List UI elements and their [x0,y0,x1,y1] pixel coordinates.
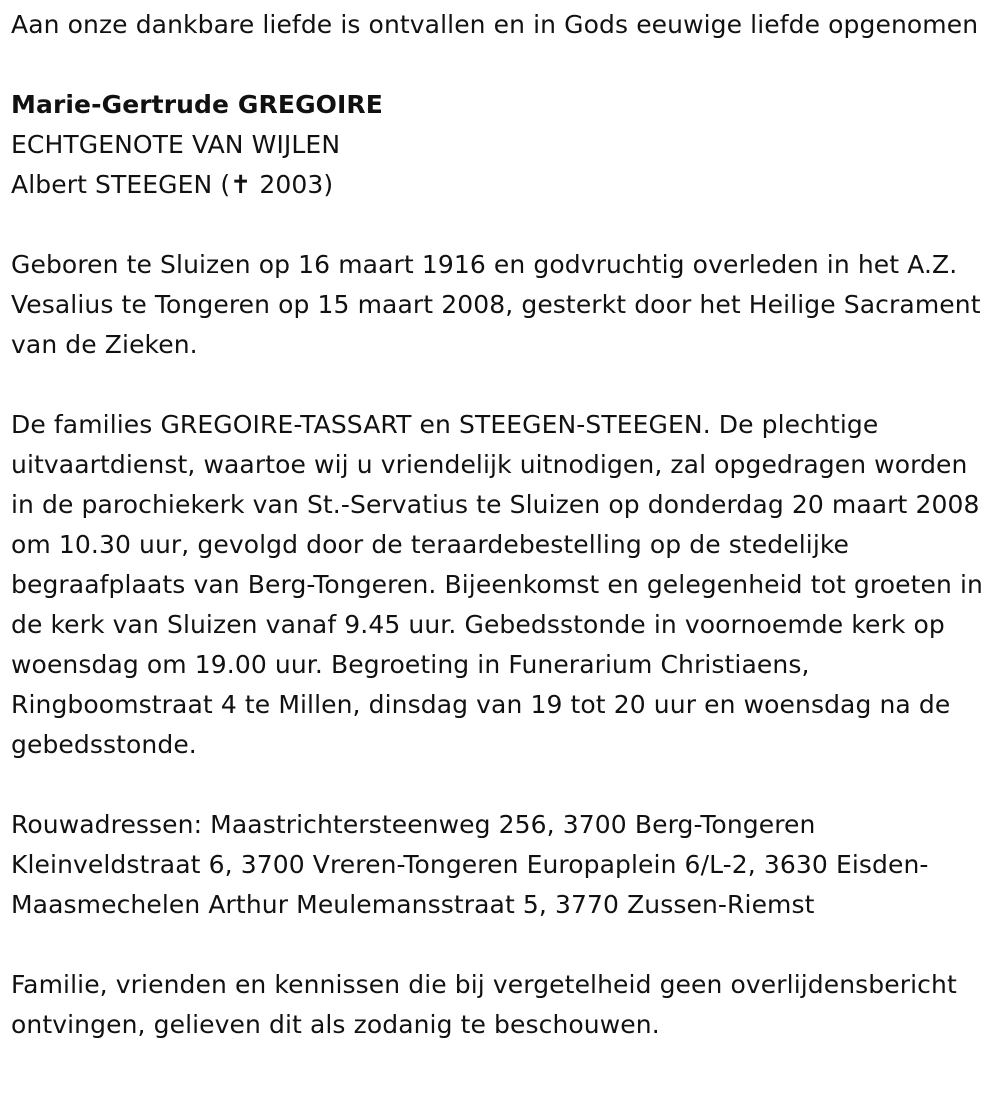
birth-death-paragraph: Geboren te Sluizen op 16 maart 1916 en godvruchtig overleden in het A.Z. Vesalius te Tongeren op 15 maart 2008, gesterkt door het Heilige Sacrament van de Zieken. [11,250,981,359]
spacer [11,205,996,245]
addresses-paragraph: Rouwadressen: Maastrichtersteenweg 256, 3700 Berg-Tongeren Kleinveldstraat 6, 3700 Vreren-Tongeren Europaplein 6/L-2, 3630 Eisden-Maasmechelen Arthur Meulemansstraat 5, 3770 Zussen-Riemst [11,810,929,919]
deceased-name: Marie-Gertrude GREGOIRE [11,90,383,119]
spacer [11,365,996,405]
spacer [11,45,996,85]
relation-text: ECHTGENOTE VAN WIJLEN [11,130,341,159]
intro-text: Aan onze dankbare liefde is ontvallen en in Gods eeuwige liefde opgenomen [11,10,979,39]
funeral-paragraph: De families GREGOIRE-TASSART en STEEGEN-STEEGEN. De plechtige uitvaartdienst, waartoe wij u vriendelijk uitnodigen, zal opgedragen worden in de parochiekerk van St.-Servatius te Sluizen op donderdag 20 maart 2008 om 10.30 uur, gevolgd door de teraardebestelling op de stedelijke begraafplaats van Berg-Tongeren. Bijeenkomst en gelegenheid tot groeten in de kerk van Sluizen vanaf 9.45 uur. Gebedsstonde in voornoemde kerk op woensdag om 19.00 uur. Begroeting in Funerarium Christiaens, Ringboomstraat 4 te Millen, dinsdag van 19 tot 20 uur en woensdag na de gebedsstonde. [11,410,983,759]
spacer [11,765,996,805]
spouse-text: Albert STEEGEN (✝ 2003) [11,170,334,199]
obituary-notice [11,5,996,1045]
spacer [11,925,996,965]
closing-paragraph: Familie, vrienden en kennissen die bij vergetelheid geen overlijdensbericht ontvingen, gelieven dit als zodanig te beschouwen. [11,970,957,1039]
